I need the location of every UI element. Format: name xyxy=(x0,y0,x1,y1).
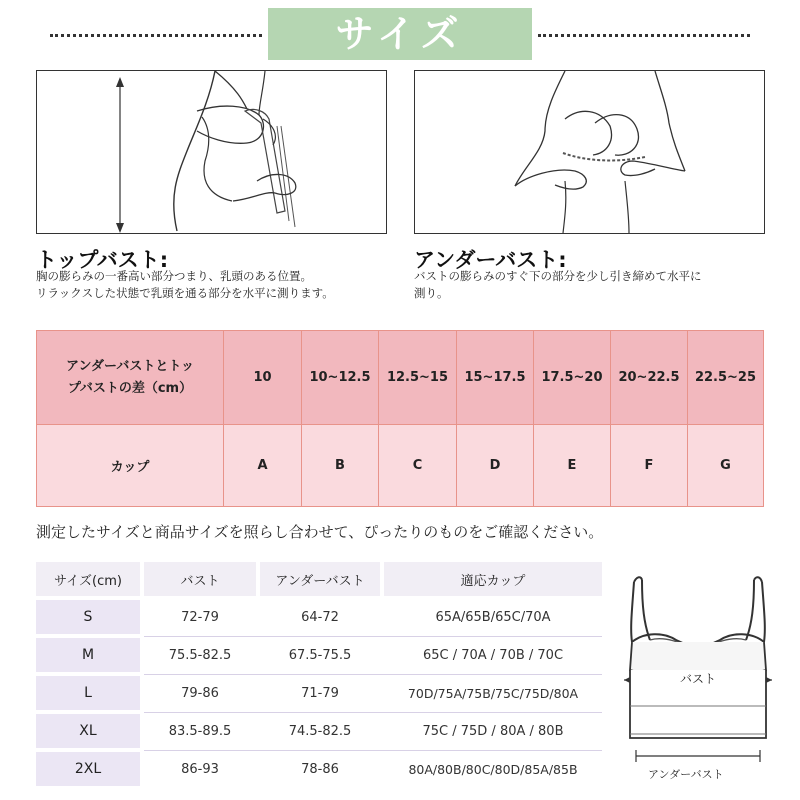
cup-cell: A xyxy=(224,425,302,507)
cup-cell: E xyxy=(534,425,611,507)
row-divider xyxy=(144,750,602,751)
table-row xyxy=(37,331,764,425)
cup-fit-header: 適応カップ xyxy=(384,562,602,596)
bust-cell: 79-86 xyxy=(181,685,219,701)
bust-cell: 83.5-89.5 xyxy=(168,723,232,739)
size-check-note: 測定したサイズと商品サイズを照らし合わせて、ぴったりのものをご確認ください。 xyxy=(36,523,604,541)
cup-fit-cell: 80A/80B/80C/80D/85A/85B xyxy=(408,761,578,777)
top-bust-description: 胸の膨らみの一番高い部分つまり、乳頭のある位置。 リラックスした状態で乳頭を通る部分を水平に測ります。 xyxy=(36,269,334,300)
size-cell: M xyxy=(36,638,140,672)
under-cell: 67.5-75.5 xyxy=(288,647,352,663)
top-bust-heading: トップバスト: xyxy=(36,248,169,272)
cup-cell: C xyxy=(379,425,457,507)
row-divider xyxy=(144,636,602,637)
cup-fit-cell: 75C / 75D / 80A / 80B xyxy=(422,723,564,739)
difference-cell: 17.5~20 xyxy=(534,331,611,425)
bust-cell: 72-79 xyxy=(181,609,219,625)
header-dots-right xyxy=(538,34,750,37)
size-cell: 2XL xyxy=(36,752,140,786)
cup-cell: F xyxy=(611,425,688,507)
table-row xyxy=(37,425,764,507)
cup-fit-cell: 65A/65B/65C/70A xyxy=(435,609,551,625)
bust-header: バスト xyxy=(144,562,256,596)
under-cell: 64-72 xyxy=(301,609,339,625)
difference-cell: 10~12.5 xyxy=(302,331,379,425)
under-cell: 78-86 xyxy=(301,761,339,777)
cup-cell: B xyxy=(302,425,379,507)
page-title: サイズ xyxy=(268,8,532,60)
size-cell: XL xyxy=(36,714,140,748)
size-cell: S xyxy=(36,600,140,634)
difference-cell: 15~17.5 xyxy=(457,331,534,425)
cup-header: カップ xyxy=(37,425,224,507)
bust-cell: 75.5-82.5 xyxy=(168,647,232,663)
under-cell: 74.5-82.5 xyxy=(288,723,352,739)
top-bust-illustration xyxy=(36,70,387,234)
difference-cell: 10 xyxy=(224,331,302,425)
under-bust-label: アンダーバスト xyxy=(648,768,724,781)
under-bust-heading: アンダーバスト: xyxy=(414,248,567,272)
under-bust-header: アンダーバスト xyxy=(260,562,380,596)
cup-fit-cell: 65C / 70A / 70B / 70C xyxy=(422,647,564,663)
cup-cell: G xyxy=(688,425,764,507)
under-bust-illustration xyxy=(414,70,765,234)
cup-cell: D xyxy=(457,425,534,507)
difference-cell: 20~22.5 xyxy=(611,331,688,425)
cup-size-table xyxy=(36,330,764,507)
difference-cell: 22.5~25 xyxy=(688,331,764,425)
difference-cell: 12.5~15 xyxy=(379,331,457,425)
row-divider xyxy=(144,674,602,675)
bust-cell: 86-93 xyxy=(181,761,219,777)
bust-label: バスト xyxy=(680,672,717,686)
cup-fit-cell: 70D/75A/75B/75C/75D/80A xyxy=(407,685,579,701)
size-cell: L xyxy=(36,676,140,710)
bra-diagram xyxy=(604,570,800,792)
difference-header: アンダーバストとトッ プバストの差（cm） xyxy=(37,331,224,425)
size-header: サイズ(cm) xyxy=(36,562,140,596)
under-cell: 71-79 xyxy=(301,685,339,701)
header-dots-left xyxy=(50,34,262,37)
under-bust-description: バストの膨らみのすぐ下の部分を少し引き締めて水平に 測り。 xyxy=(414,269,702,300)
row-divider xyxy=(144,712,602,713)
